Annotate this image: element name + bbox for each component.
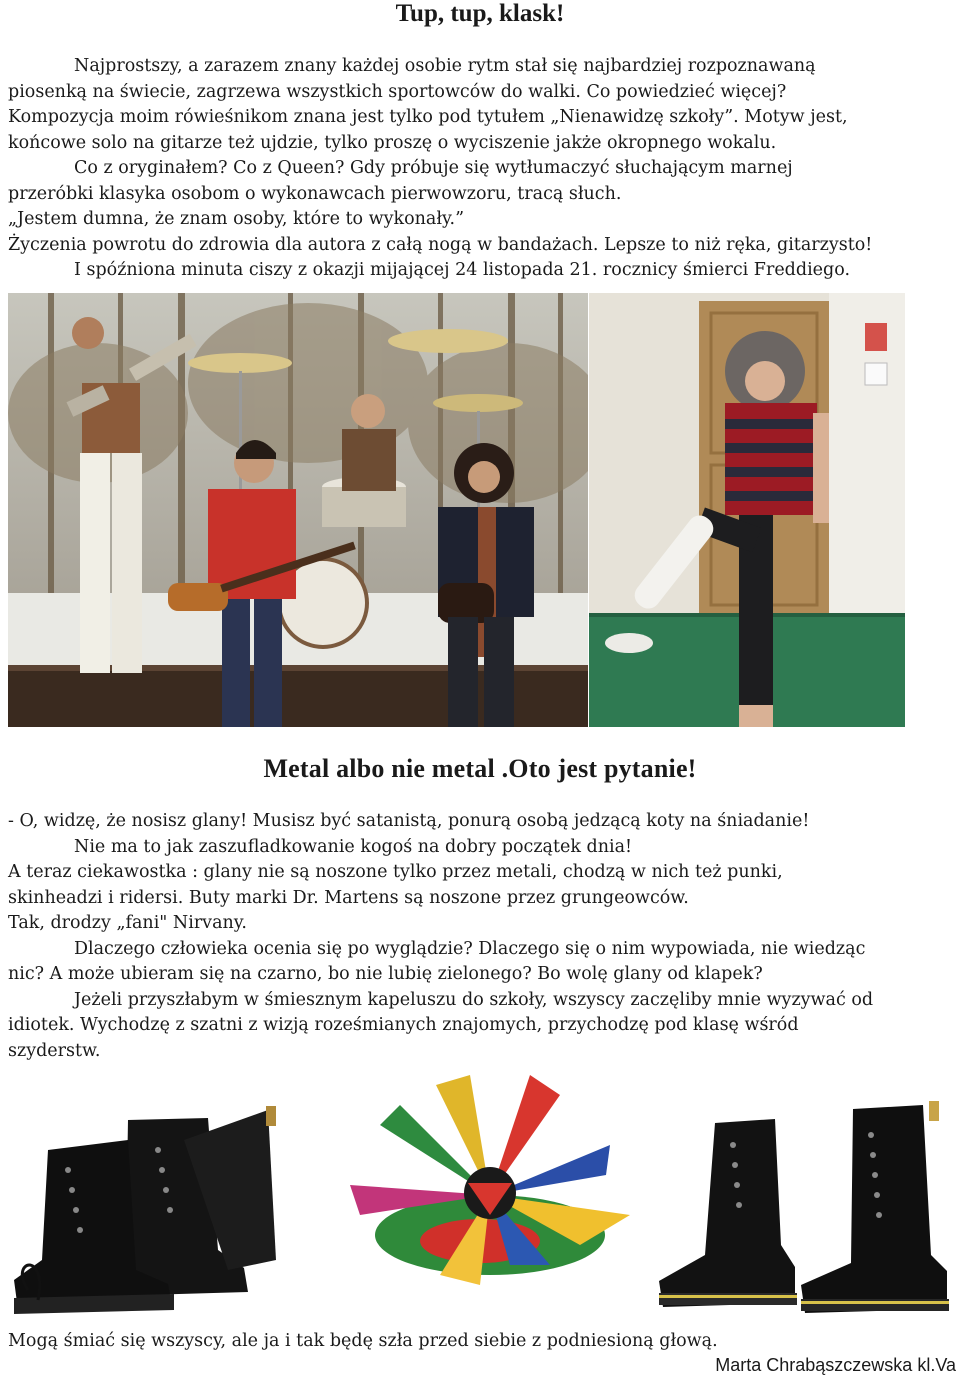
text-line: Tak, drodzy „fani" Nirvany. <box>8 913 247 933</box>
article-paragraph <box>8 54 958 284</box>
text-line: Nie ma to jak zaszufladkowanie kogoś na dobry początek dnia! <box>74 836 633 857</box>
text-line: nic? A może ubieram się na czarno, bo nie lubię zielonego? Bo wolę glany od klapek? <box>8 964 763 984</box>
text-line: Życzenia powrotu do zdrowia dla autora z całą nogą w bandażach. Lepsze to niż ręka, gitarzysto! <box>8 234 873 255</box>
text-line: przeróbki klasyka osobom o wykonawcach pierwowzoru, tracą słuch. <box>8 183 622 204</box>
text-line: końcowe solo na gitarze też ujdzie, tylko proszę o wyciszenie jakże okropnego wokalu. <box>8 132 777 153</box>
jester-hat-photo <box>340 1065 640 1305</box>
text-line: - O, widzę, że nosisz glany! Musisz być satanistą, ponurą osobą jedzącą koty na śniadanie! <box>8 811 810 831</box>
article-title: Metal albo nie metal .Oto jest pytanie! <box>263 754 697 783</box>
guitarist-injured-illustration <box>589 293 905 727</box>
closing-paragraph <box>8 1329 958 1355</box>
jester-hat-illustration <box>340 1065 640 1305</box>
boots-illustration <box>655 1095 955 1320</box>
boots-photo-left <box>8 1100 288 1320</box>
article-title: Tup, tup, klask! <box>395 0 565 27</box>
text-line: A teraz ciekawostka : glany nie są noszone tylko przez metali, chodzą w nich też punki, <box>8 862 783 882</box>
text-line: Co z oryginałem? Co z Queen? Gdy próbuje się wytłumaczyć słuchającym marnej <box>74 158 793 178</box>
author-signature: Marta Chrabąszczewska kl.Va <box>715 1355 956 1375</box>
boots-photo-right <box>655 1095 955 1320</box>
text-line: Jeżeli przyszłabym w śmiesznym kapeluszu do szkoły, wszyscy zaczęliby mnie wyzywać od <box>74 989 874 1010</box>
closing-line: Mogą śmiać się wszyscy, ale ja i tak będę szła przed siebie z podniesioną głową. <box>8 1331 718 1351</box>
article-paragraph <box>8 809 958 1064</box>
text-line: piosenką na świecie, zagrzewa wszystkich sportowców do walki. Co powiedzieć więcej? <box>8 81 787 102</box>
text-line: Dlaczego człowieka ocenia się po wyglądzie? Dlaczego się o nim wypowiada, nie wiedząc <box>74 938 866 959</box>
text-line: I spóźniona minuta ciszy z okazji mijającej 24 listopada 21. rocznicy śmierci Freddiego. <box>74 260 851 280</box>
text-line: skinheadzi i ridersi. Buty marki Dr. Martens są noszone przez grungeowców. <box>8 887 689 908</box>
text-line: idiotek. Wychodzę z szatni z wizją roześmianych znajomych, przychodzę pod klasę wśród <box>8 1015 799 1035</box>
band-photo-illustration <box>8 293 588 727</box>
boots-illustration <box>8 1100 288 1320</box>
text-line: „Jestem dumna, że znam osoby, które to wykonały.” <box>8 209 465 229</box>
text-line: szyderstw. <box>8 1040 101 1061</box>
text-line: Najprostszy, a zarazem znany każdej osobie rytm stał się najbardziej rozpoznawaną <box>74 56 816 76</box>
text-line: Kompozycja moim rówieśnikom znana jest tylko pod tytułem „Nienawidzę szkoły”. Motyw jest, <box>8 107 848 127</box>
band-photo <box>8 293 588 727</box>
guitarist-injured-photo <box>589 293 905 727</box>
